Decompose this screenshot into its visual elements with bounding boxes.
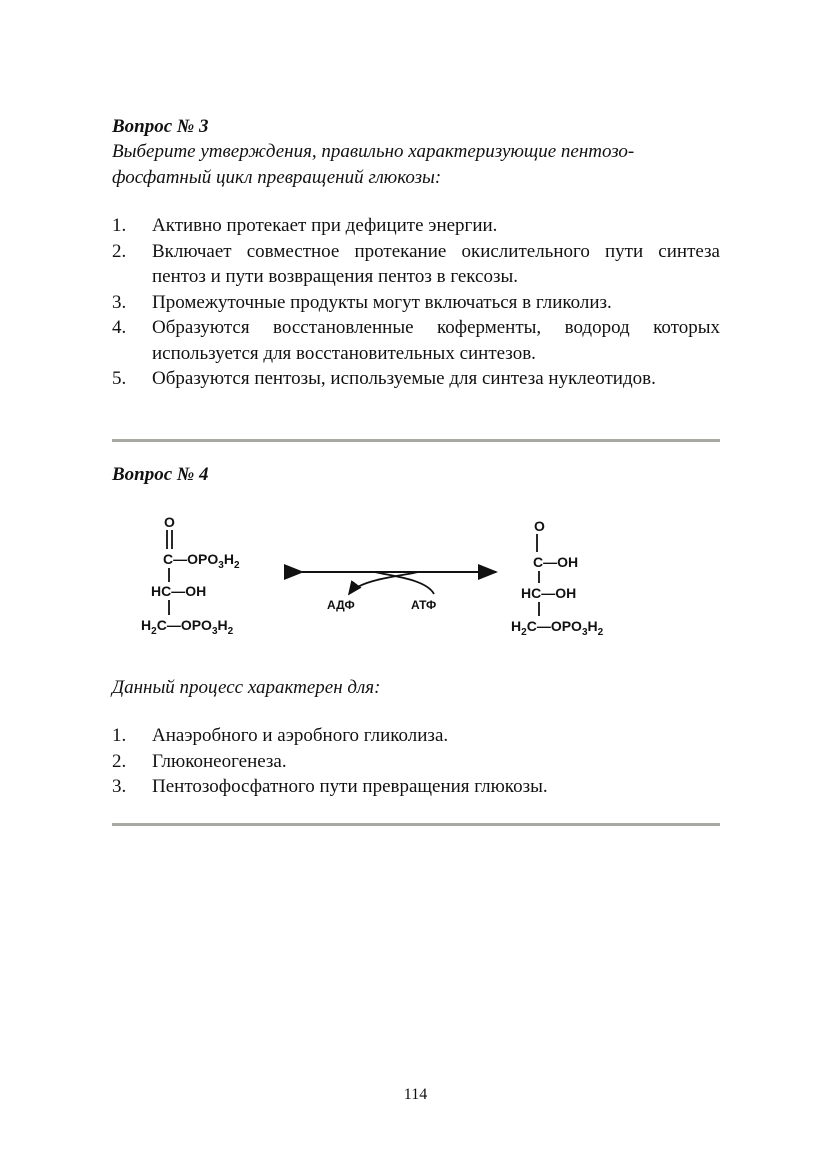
right-molecule xyxy=(511,518,604,638)
option-number: 4. xyxy=(112,317,127,338)
option-number: 1. xyxy=(112,725,127,746)
question-3-option[interactable] xyxy=(112,315,720,366)
left-carbonyl-oxygen: O xyxy=(164,514,175,530)
option-text: Образуются пентозы, используемые для синтеза нуклеотидов. xyxy=(152,368,656,389)
question-4-option[interactable] xyxy=(112,749,720,775)
option-text: Глюконеогенеза. xyxy=(152,750,287,772)
atp-label: АТФ xyxy=(411,598,437,612)
option-number: 2. xyxy=(112,750,127,772)
left-molecule xyxy=(141,514,240,637)
question-4-options xyxy=(112,723,720,800)
reaction-arrow xyxy=(302,572,496,612)
question-3-option[interactable] xyxy=(112,366,720,392)
left-c1: $C—OPO_3H_2$ xyxy=(163,551,240,571)
right-h2c: $H_2C—OPO_3H_2$ xyxy=(511,618,604,638)
option-text: Промежуточные продукты могут включаться в гликолиз. xyxy=(152,291,612,313)
option-text: Анаэробного и аэробного гликолиза. xyxy=(152,725,449,746)
question-4-option[interactable] xyxy=(112,774,720,800)
section-divider xyxy=(112,823,720,826)
question-3-title: Вопрос № 3 xyxy=(112,116,209,137)
page-number: 114 xyxy=(403,1086,428,1103)
question-4-title: Вопрос № 4 xyxy=(112,464,209,485)
option-number: 2. xyxy=(112,240,127,262)
right-hc: HC—OH xyxy=(521,585,577,601)
option-number: 3. xyxy=(112,776,127,797)
option-number: 1. xyxy=(112,215,127,236)
question-3-prompt-line-2: фосфатный цикл превращений глюкозы: xyxy=(112,167,442,188)
left-hc: HC—OH xyxy=(151,583,207,599)
question-3-option[interactable] xyxy=(112,213,720,239)
question-3-prompt-line-1: Выберите утверждения, правильно характеризующие пентозо- xyxy=(112,141,635,162)
left-h2c: $H_2C—OPO_3H_2$ xyxy=(141,617,234,637)
option-number: 3. xyxy=(112,291,127,313)
question-3-options xyxy=(112,213,720,392)
option-text: Включает совместное протекание окислительного пути синтеза пентоз и пути возвращения пентоз в гексозы. xyxy=(152,240,720,287)
right-c1: C—OH xyxy=(533,554,579,570)
right-carbonyl-oxygen: O xyxy=(534,518,545,534)
option-text: Пентозофосфатного пути превращения глюкозы. xyxy=(152,776,548,797)
question-4-prompt: Данный процесс характерен для: xyxy=(112,677,381,698)
question-3-prompt xyxy=(112,139,720,191)
question-4-option[interactable] xyxy=(112,723,720,749)
adp-label: АДФ xyxy=(327,598,355,612)
section-divider xyxy=(112,439,720,442)
option-number: 5. xyxy=(112,368,127,389)
option-text: Активно протекает при дефиците энергии. xyxy=(152,215,498,236)
reaction-scheme xyxy=(120,505,660,655)
question-3-option[interactable] xyxy=(112,290,720,316)
question-3-option[interactable] xyxy=(112,239,720,290)
option-text: Образуются восстановленные коферменты, водород которых используется для восстановительных синтезов. xyxy=(152,317,720,364)
